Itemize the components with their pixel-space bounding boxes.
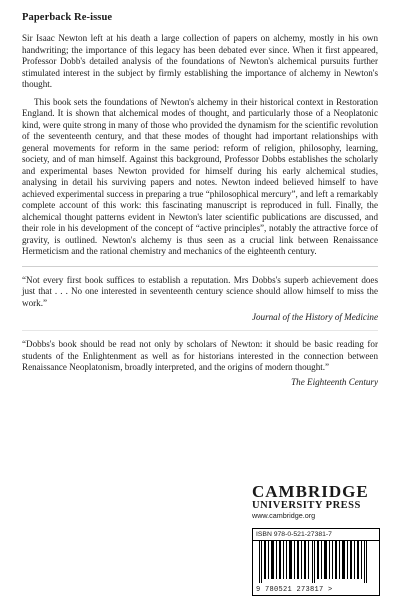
publisher-name: CAMBRIDGE xyxy=(252,482,369,501)
barcode-digits: 9 780521 273817 > xyxy=(256,586,333,594)
publisher-subname: UNIVERSITY PRESS xyxy=(252,500,361,511)
barcode-icon xyxy=(257,541,375,583)
section-heading: Paperback Re-issue xyxy=(22,12,113,23)
isbn-label: ISBN 978-0-521-27381-7 xyxy=(253,529,379,541)
review-quote-2: “Dobbs's book should be read not only by scholars of Newton: it should be basic reading for students of the Enlightenment as well as for historians interested in the connection between Renaissance Neoplatonism, broadly interpreted, and the origins of modern thought.” xyxy=(22,339,378,372)
divider xyxy=(22,266,378,267)
isbn-barcode-box xyxy=(252,528,380,596)
description-paragraph-2: This book sets the foundations of Newton's alchemy in their historical context in Restoration England. It is shown that alchemical modes of thought, and particularly those of a Neoplatonic kind, were quite strong in many of those who provided the dynamism for the scientific revolution of the seventeenth century, and that these modes of thought had important relationships with general movements for reform in the same period: reform of religion, philosophy, learning, society, and of man himself. Against this background, Professor Dobbs establishes the scholarly and experimental bases Newton provided for himself during his early alchemical studies, analysing in detail his surviving papers and notes. Newton indeed believed himself to have achieved experimental success in preparing a true “philosophical mercury”, and left a remarkably complete account of this work: this fascinating manuscript is reproduced in full. Finally, the alchemical thought patterns evident in Newton's later scientific publications are discussed, and their role in his development of the concept of “active principles”, notably the attractive force of gravity, is outlined. Newton's alchemy is thus seen as a crucial link between Renaissance Hermeticism and the rational chemistry and mechanics of the eighteenth century. xyxy=(22,96,378,256)
description-paragraph-1: Sir Isaac Newton left at his death a large collection of papers on alchemy, mostly in his own handwriting; the importance of this legacy has been debated ever since. When it first appeared, Professor Dobb's detailed analysis of the foundations of Newton's alchemical pursuits further stimulated interest in the subject by firmly establishing the importance of alchemy in Newton's thought. xyxy=(22,33,378,89)
review-source-2: The Eighteenth Century xyxy=(291,376,378,387)
divider xyxy=(22,330,378,331)
publisher-url: www.cambridge.org xyxy=(252,511,316,520)
back-cover xyxy=(22,12,378,387)
review-source-1: Journal of the History of Medicine xyxy=(251,312,378,322)
review-quote-1: “Not every first book suffices to establish a reputation. Mrs Dobbs's superb achievement does just that . . . No one interested in seventeenth century science should allow himself to miss the work.” xyxy=(22,274,378,308)
